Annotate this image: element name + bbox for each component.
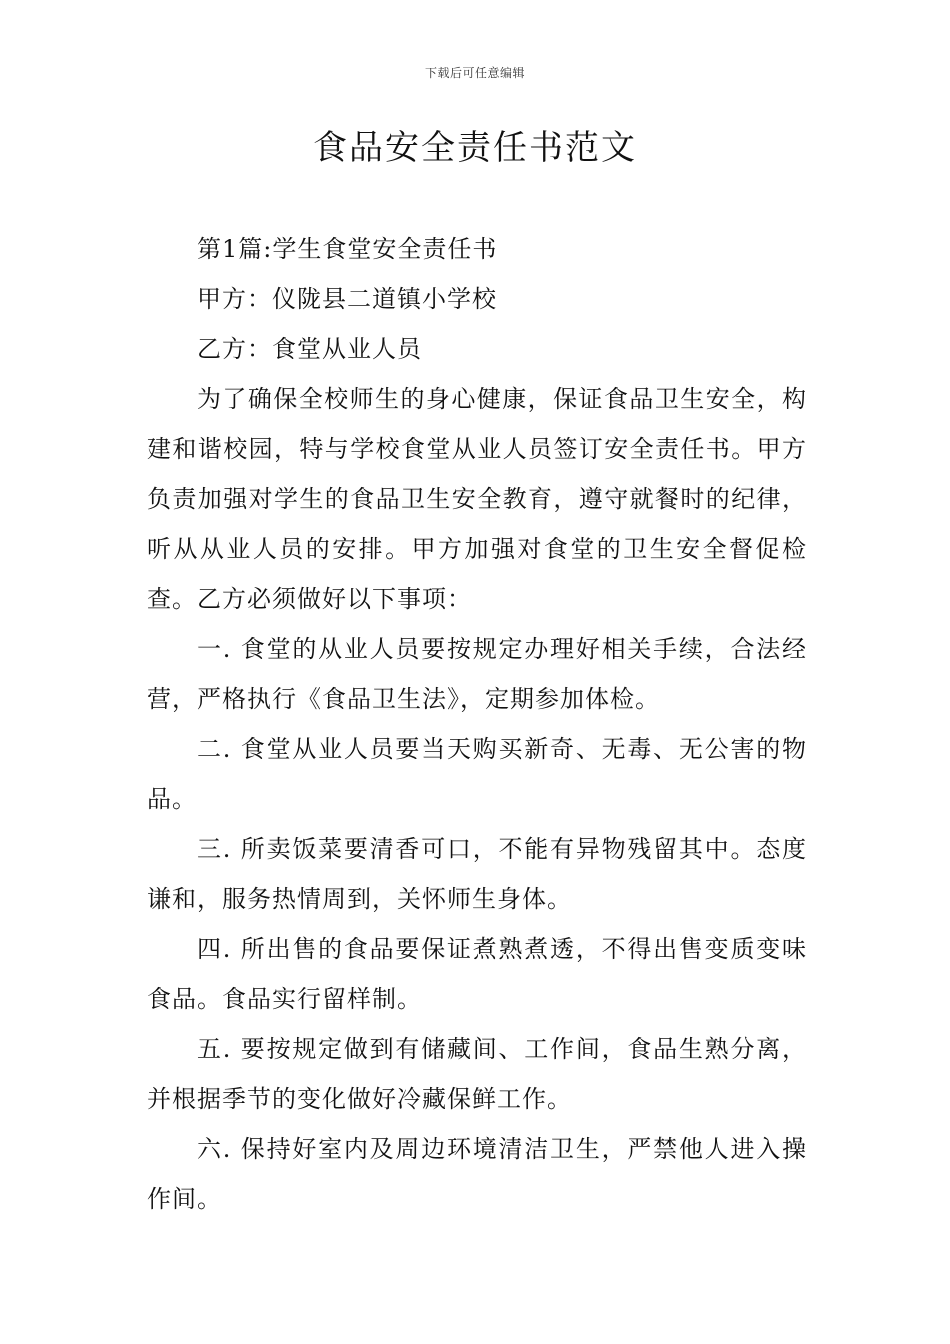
party-b-line: 乙方：食堂从业人员 [197,335,422,363]
intro-paragraph: 为了确保全校师生的身心健康，保证食品卫生安全，构建和谐校园，特与学校食堂从业人员签订安全责任书。甲方负责加强对学生的食品卫生安全教育，遵守就餐时的纪律，听从从业人员的安排。甲方加强对食堂的卫生安全督促检查。乙方必须做好以下事项： [147,385,807,613]
header-note: 下载后可任意编辑 [424,66,525,80]
clause-1: 一. 食堂的从业人员要按规定办理好相关手续，合法经营，严格执行《食品卫生法》，定期参加体检。 [147,635,807,713]
clause-5: 五. 要按规定做到有储藏间、工作间，食品生熟分离，并根据季节的变化做好冷藏保鲜工作。 [147,1035,807,1113]
clause-3: 三. 所卖饭菜要清香可口，不能有异物残留其中。态度谦和，服务热情周到，关怀师生身体。 [147,835,807,913]
clause-4: 四. 所出售的食品要保证煮熟煮透，不得出售变质变味食品。食品实行留样制。 [147,935,807,1013]
section-heading: 第1篇:学生食堂安全责任书 [197,235,498,263]
party-a-line: 甲方：仪陇县二道镇小学校 [197,285,497,313]
document-body [147,224,807,1224]
clause-6: 六. 保持好室内及周边环境清洁卫生，严禁他人进入操作间。 [147,1135,807,1213]
document-title: 食品安全责任书范文 [313,128,637,168]
clause-2: 二. 食堂从业人员要当天购买新奇、无毒、无公害的物品。 [147,735,807,813]
